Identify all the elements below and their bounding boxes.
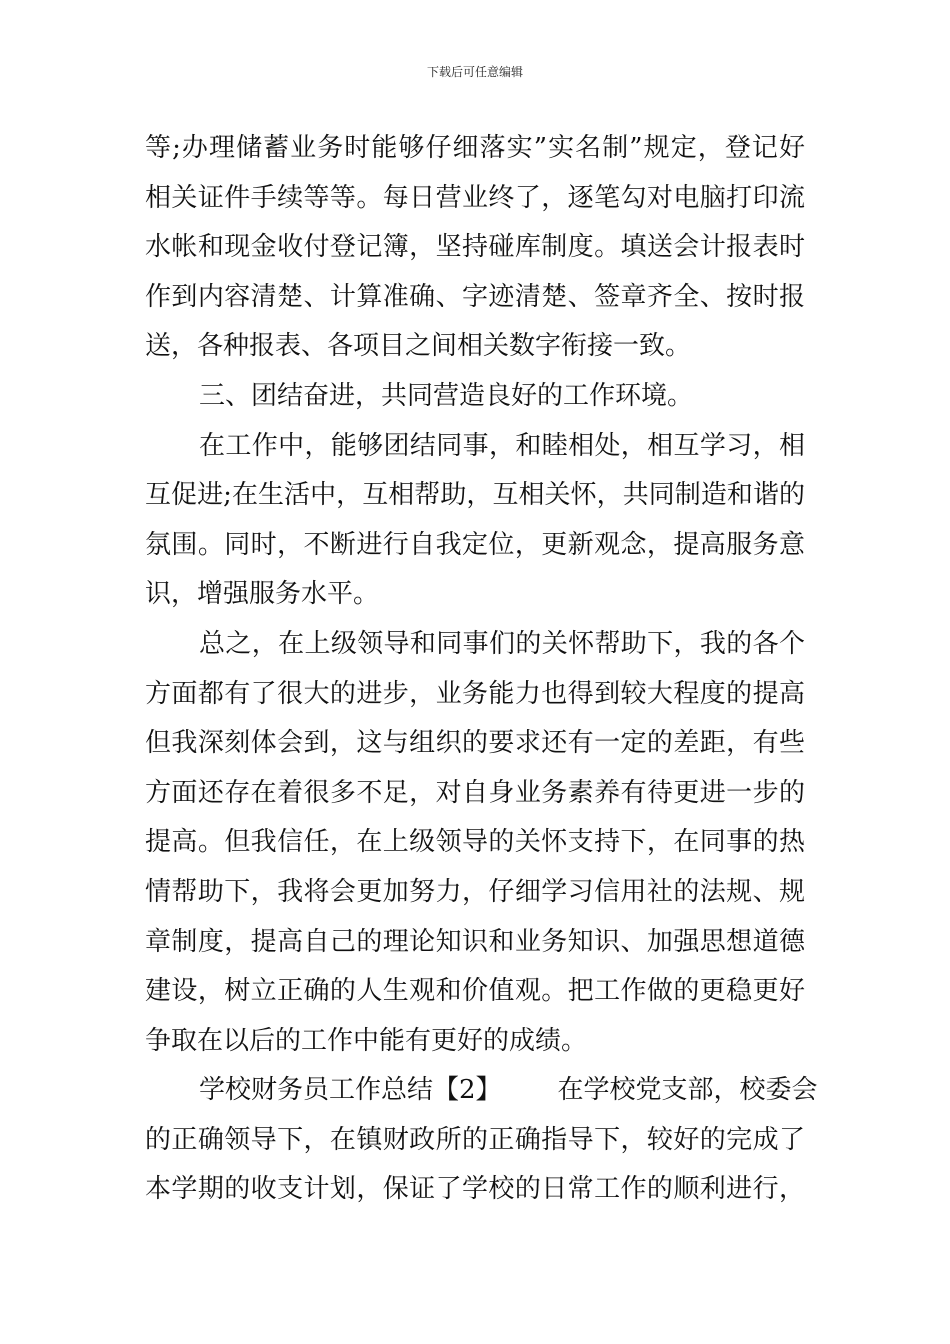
- text-line: 等;办理储蓄业务时能够仔细落实”实名制”规定，登记好: [145, 133, 805, 163]
- text-line: 送，各种报表、各项目之间相关数字衔接一致。: [145, 331, 692, 362]
- section-title: 学校财务员工作总结【2】: [199, 1075, 502, 1106]
- text-line: 情帮助下，我将会更加努力，仔细学习信用社的法规、规: [145, 876, 805, 907]
- document-body: [145, 124, 818, 1215]
- text-line: 作到内容清楚、计算准确、字迹清楚、签章齐全、按时报: [145, 281, 805, 312]
- text-line: 本学期的收支计划，保证了学校的日常工作的顺利进行，: [145, 1174, 805, 1205]
- text-line: 识，增强服务水平。: [145, 579, 380, 610]
- text-line: 水帐和现金收付登记簿，坚持碰库制度。填送会计报表时: [145, 232, 805, 263]
- text-line: 提高。但我信任，在上级领导的关怀支持下，在同事的热: [145, 827, 805, 858]
- text-line: 建设，树立正确的人生观和价值观。把工作做的更稳更好: [145, 976, 805, 1007]
- text-line: 互促进;在生活中，互相帮助，互相关怀，共同制造和谐的: [145, 480, 805, 511]
- text-line: 方面还存在着很多不足，对自身业务素养有待更进一步的: [145, 777, 805, 808]
- text-line: 但我深刻体会到，这与组织的要求还有一定的差距，有些: [145, 728, 805, 759]
- text-line: 在工作中，能够团结同事，和睦相处，相互学习，相: [199, 430, 805, 461]
- section-title-line: [145, 1066, 818, 1116]
- section-intro: 在学校党支部，校委会: [557, 1075, 818, 1106]
- text-line: 争取在以后的工作中能有更好的成绩。: [145, 1025, 588, 1056]
- text-line: 的正确领导下，在镇财政所的正确指导下，较好的完成了: [145, 1124, 805, 1155]
- text-line: 方面都有了很大的进步，业务能力也得到较大程度的提高: [145, 678, 805, 709]
- text-line: 章制度，提高自己的理论知识和业务知识、加强思想道德: [145, 926, 805, 957]
- text-line: 相关证件手续等等。每日营业终了，逐笔勾对电脑打印流: [145, 182, 805, 213]
- section-heading: 三、团结奋进，共同营造良好的工作环境。: [199, 380, 694, 411]
- text-line: 总之，在上级领导和同事们的关怀帮助下，我的各个: [199, 628, 805, 659]
- page-header: 下载后可任意编辑: [426, 65, 523, 79]
- text-line: 氛围。同时，不断进行自我定位，更新观念，提高服务意: [145, 529, 805, 560]
